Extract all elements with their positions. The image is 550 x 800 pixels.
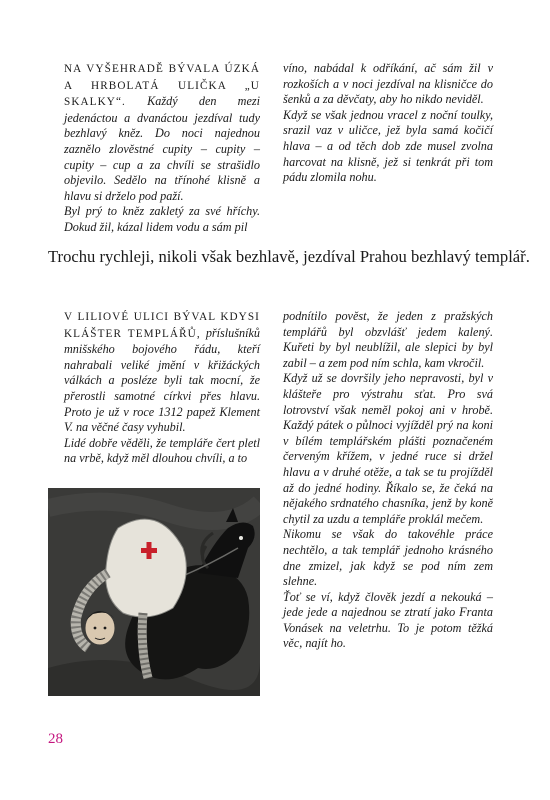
section2-right-paragraph-3: Nikomu se však do takovéhle práce nechtělo, a tak templář jednoho krásného dne zmizel, jak když se pod ním zem slehne. (283, 527, 493, 589)
page-number: 28 (48, 731, 63, 747)
section2-left-column (64, 309, 260, 467)
red-cross-vertical (147, 542, 152, 559)
section2-right-paragraph-1: podnítilo pověst, že jeden z pražských templářů byl obzvlášť jedem kalený. Kuřeti by byl neublížil, ale slepici by byl zabil – a zem pod ním schla, kam vkročil. (283, 309, 493, 370)
section2-right-paragraph-4: Ťoť se ví, když člověk jezdí a nekouká – jede jede a najednou se ztratí jako Franta Vonásek na veletrhu. To je potom těžká věc, najít ho. (283, 589, 493, 651)
section2-lead: V LILIOVÉ ULICI BÝVAL KDYSI KLÁŠTER TEMPLÁŘŮ, (64, 311, 260, 340)
section2-left-paragraph-1 (64, 309, 260, 436)
section1-right-column (283, 61, 493, 186)
tagline: Trochu rychleji, nikoli však bezhlavě, jezdíval Prahou bezhlavý templář. (48, 247, 530, 266)
section2-right-paragraph-2: Když už se dovršily jeho nepravosti, byl v klášteře pro výstrahu sťat. Pro svá lotrovství však neměl pokoj ani v hrobě. Každý pátek o půlnoci vyjížděl prý na koni v bílém templářském plášti poznačeném červeným křížem, v jedné ruce si držel hlavu a v druhé otěže, a tak se tu projížděl až do jedné hodiny. Říkalo se, že čeká na nějakého srdnatého chasníka, jenž by koně chytil za uzdu a templáře proklál mečem. (283, 371, 493, 526)
templar-rider-illustration (48, 488, 260, 696)
section2-right-column (283, 309, 493, 652)
templar-rider-drawing (48, 488, 260, 696)
section1-left-paragraph-1 (64, 61, 260, 204)
section1-left-text-1: Každý den mezi jedenáctou a dvanáctou jezdíval tudy bezhlavý kněz. Do noci najednou zaznělo zlověstné cupity – cupity – cupity – cup a za chvíli se strašidlo objevilo. Sedělo na třínohé klisně a hlavu si drželo pod paží. (64, 94, 260, 203)
held-head-eye-right (104, 627, 107, 630)
section1-left-paragraph-2: Byl prý to kněz zakletý za své hříchy. Dokud žil, kázal lidem vodu a sám pil (64, 204, 260, 234)
section2-left-paragraph-2: Lidé dobře věděli, že templáře čert pletl na vrbě, když měl dlouhou chvíli, a to (64, 435, 260, 466)
held-head-eye-left (94, 627, 97, 630)
horse-eye (239, 536, 243, 540)
section1-lead: NA VYŠEHRADĚ BÝVALA ÚZKÁ A HRBOLATÁ ULIČKA „U SKALKY“. (64, 63, 260, 109)
section1-right-paragraph-1: víno, nabádal k odříkání, ač sám žil v rozkoších a v noci jezdíval na klisničce do šenků a za děvčaty, aby ho nikdo neviděl. (283, 61, 493, 107)
section2-lead-rest: příslušníků mnišského bojového řádu, kteří nahrabali veliké jmění v křižáckých válkách a posléze byli tak mocní, že přerostli samotné církvi přes hlavu. Proto je už v roce 1312 papež Klement V. na věčné časy vyhubil. (64, 325, 260, 435)
section1-left-column (64, 61, 260, 236)
section1-right-paragraph-2: Když se však jednou vracel z noční toulky, srazil vaz v uličce, jež byla samá kočičí hlava – a od těch dob zde musel zvolna harcovat na klisně, jež si tenkrát při tom pádu zlomila nohu. (283, 107, 493, 185)
